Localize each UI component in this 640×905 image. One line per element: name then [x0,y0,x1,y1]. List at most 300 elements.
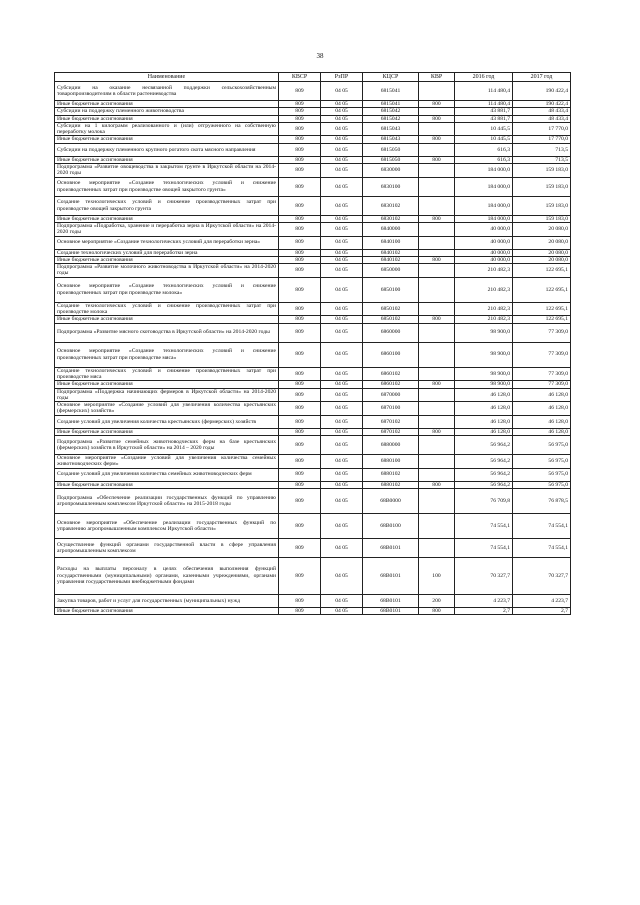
cell-name: Осуществление функций органами государственной власти в сфере управления агропромышленным комплексом [55,538,279,557]
header-year-2017: 2017 год [513,73,571,82]
cell-2017: 77 309,0 [513,323,571,342]
table-row [55,249,571,256]
cell-kvr [419,538,455,557]
cell-rzpr: 04 05 [321,388,363,402]
cell-name: Основное мероприятие «Создание технологических условий и снижение производственных затрат при производстве мяса» [55,342,279,367]
cell-kvsr: 809 [279,402,321,416]
cell-2016: 210 482,3 [455,316,513,323]
cell-name: Иные бюджетные ассигнования [55,115,279,122]
table-row [55,557,571,594]
table-row [55,101,571,108]
cell-2016: 184 000,0 [455,196,513,215]
cell-name: Иные бюджетные ассигнования [55,215,279,222]
cell-kvr: 800 [419,316,455,323]
cell-2017: 190 422,4 [513,82,571,101]
cell-name: Иные бюджетные ассигнования [55,136,279,143]
header-kvr: КВР [419,73,455,82]
cell-kcsr: 6815042 [363,108,419,115]
cell-kvsr: 809 [279,367,321,381]
cell-2017: 17 770,0 [513,136,571,143]
cell-kvsr: 809 [279,488,321,513]
cell-kcsr: 6850000 [363,264,419,278]
cell-2017: 56 975,0 [513,481,571,488]
cell-rzpr: 04 05 [321,82,363,101]
cell-name: Субсидии на поддержку племенного крупного рогатого скота мясного направления [55,143,279,156]
cell-kvr [419,342,455,367]
cell-kvsr: 809 [279,156,321,163]
cell-2016: 98 900,0 [455,323,513,342]
cell-rzpr: 04 05 [321,607,363,614]
cell-rzpr: 04 05 [321,143,363,156]
cell-2016: 616,3 [455,143,513,156]
cell-name: Основное мероприятие «Создание условий для увеличения количества крестьянских (фермерских) хозяйств» [55,402,279,416]
cell-2017: 48 433,4 [513,115,571,122]
table-row [55,196,571,215]
cell-kvr [419,367,455,381]
cell-name: Субсидии на поддержку племенного животноводства [55,108,279,115]
cell-rzpr: 04 05 [321,302,363,316]
cell-rzpr: 04 05 [321,381,363,388]
cell-rzpr: 04 05 [321,115,363,122]
cell-2016: 98 900,0 [455,381,513,388]
cell-rzpr: 04 05 [321,323,363,342]
cell-name: Иные бюджетные ассигнования [55,607,279,614]
cell-2017: 159 183,0 [513,196,571,215]
cell-kvsr: 809 [279,108,321,115]
cell-rzpr: 04 05 [321,108,363,115]
table-row [55,215,571,222]
cell-kvr: 200 [419,594,455,607]
cell-name: Создание технологических условий для переработки зерна [55,249,279,256]
cell-2017: 70 327,7 [513,557,571,594]
cell-2017: 74 554,1 [513,513,571,538]
cell-rzpr: 04 05 [321,177,363,196]
cell-2016: 10 445,5 [455,122,513,136]
cell-kcsr: 6840102 [363,256,419,263]
table-row [55,468,571,481]
cell-2017: 20 080,0 [513,222,571,236]
cell-kvr: 800 [419,136,455,143]
cell-kvsr: 809 [279,249,321,256]
cell-2016: 46 128,0 [455,415,513,428]
cell-kvsr: 809 [279,323,321,342]
cell-2016: 98 900,0 [455,342,513,367]
cell-kcsr: 68В0000 [363,488,419,513]
cell-rzpr: 04 05 [321,249,363,256]
cell-kvr [419,513,455,538]
cell-rzpr: 04 05 [321,557,363,594]
cell-rzpr: 04 05 [321,468,363,481]
cell-kcsr: 6815050 [363,143,419,156]
cell-kvr [419,82,455,101]
cell-name: Иные бюджетные ассигнования [55,428,279,435]
cell-rzpr: 04 05 [321,402,363,416]
table-row [55,381,571,388]
cell-kcsr: 6840102 [363,249,419,256]
cell-2016: 10 445,5 [455,136,513,143]
cell-kcsr: 6815041 [363,101,419,108]
cell-2016: 46 128,0 [455,402,513,416]
cell-2017: 77 309,0 [513,367,571,381]
cell-rzpr: 04 05 [321,455,363,469]
cell-2016: 98 900,0 [455,367,513,381]
cell-kcsr: 6860102 [363,381,419,388]
table-row [55,436,571,455]
cell-kvr [419,277,455,302]
cell-rzpr: 04 05 [321,367,363,381]
table-row [55,108,571,115]
cell-kvr [419,415,455,428]
cell-kvsr: 809 [279,215,321,222]
table-row [55,367,571,381]
table-row [55,323,571,342]
cell-name: Основное мероприятие «Обеспечение реализации государственных функций по управлению агропромышленным комплексом Иркутской области» [55,513,279,538]
cell-rzpr: 04 05 [321,222,363,236]
cell-kvsr: 809 [279,82,321,101]
cell-name: Подпрограмма «Обеспечение реализации государственных функций по управлению агропромышленным комплексом Иркутской области» на 2015-2018 годы [55,488,279,513]
cell-2016: 40 000,0 [455,256,513,263]
cell-name: Основное мероприятие «Создание технологических условий и снижение производственных затрат при производстве овощей закрытого грунта» [55,177,279,196]
cell-kcsr: 6880102 [363,481,419,488]
cell-kcsr: 6850102 [363,316,419,323]
table-row [55,222,571,236]
cell-2017: 46 128,0 [513,415,571,428]
cell-name: Создание условий для увеличения количества крестьянских (фермерских) хозяйств [55,415,279,428]
cell-rzpr: 04 05 [321,215,363,222]
cell-rzpr: 04 05 [321,316,363,323]
cell-kcsr: 6830102 [363,196,419,215]
cell-2017: 20 080,0 [513,249,571,256]
table-row [55,143,571,156]
cell-kvr [419,436,455,455]
cell-2016: 46 128,0 [455,428,513,435]
table-row [55,302,571,316]
cell-2016: 40 000,0 [455,222,513,236]
cell-kvsr: 809 [279,196,321,215]
cell-rzpr: 04 05 [321,594,363,607]
cell-2016: 40 000,0 [455,249,513,256]
cell-kvr [419,143,455,156]
table-row [55,264,571,278]
cell-kvr: 800 [419,156,455,163]
cell-2016: 76 709,8 [455,488,513,513]
cell-2017: 48 433,4 [513,108,571,115]
cell-rzpr: 04 05 [321,342,363,367]
cell-2016: 56 964,2 [455,468,513,481]
cell-kvr: 800 [419,256,455,263]
cell-2017: 122 695,1 [513,277,571,302]
cell-kcsr: 68В0101 [363,607,419,614]
cell-2016: 40 000,0 [455,236,513,249]
cell-name: Субсидии на 1 килограмм реализованного и (или) отгруженного на собственную переработку молока [55,122,279,136]
cell-rzpr: 04 05 [321,436,363,455]
cell-2016: 184 000,0 [455,215,513,222]
cell-kcsr: 6860102 [363,367,419,381]
table-row [55,607,571,614]
cell-name: Основное мероприятие «Создание условий для увеличения количества семейных животноводческих ферм» [55,455,279,469]
cell-2017: 159 183,0 [513,177,571,196]
table-row [55,136,571,143]
cell-name: Создание технологических условий и снижение производственных затрат при производстве овощей закрытого грунта [55,196,279,215]
header-rzpr: РзПР [321,73,363,82]
cell-kvr [419,122,455,136]
table-row [55,342,571,367]
cell-kvsr: 809 [279,136,321,143]
cell-rzpr: 04 05 [321,264,363,278]
cell-kvr: 800 [419,481,455,488]
cell-kvsr: 809 [279,236,321,249]
cell-name: Создание условий для увеличения количества семейных животноводческих ферм [55,468,279,481]
cell-kvsr: 809 [279,538,321,557]
cell-2016: 46 128,0 [455,388,513,402]
table-row [55,594,571,607]
cell-name: Иные бюджетные ассигнования [55,156,279,163]
cell-2017: 56 975,0 [513,468,571,481]
cell-2016: 43 881,7 [455,108,513,115]
table-row [55,115,571,122]
cell-name: Иные бюджетные ассигнования [55,316,279,323]
cell-2016: 114 480,4 [455,82,513,101]
cell-kvsr: 809 [279,381,321,388]
table-row [55,488,571,513]
cell-kvsr: 809 [279,256,321,263]
table-row [55,415,571,428]
cell-kvr [419,249,455,256]
table-row [55,428,571,435]
cell-kvsr: 809 [279,302,321,316]
cell-kvr: 800 [419,381,455,388]
cell-kcsr: 6840100 [363,236,419,249]
cell-kvr [419,108,455,115]
cell-rzpr: 04 05 [321,415,363,428]
table-row [55,388,571,402]
cell-kcsr: 6850102 [363,302,419,316]
cell-rzpr: 04 05 [321,164,363,178]
cell-kvsr: 809 [279,513,321,538]
cell-kvsr: 809 [279,222,321,236]
table-row [55,455,571,469]
cell-2017: 77 309,0 [513,342,571,367]
cell-rzpr: 04 05 [321,481,363,488]
cell-kcsr: 6870102 [363,415,419,428]
cell-2017: 2,7 [513,607,571,614]
cell-kvr: 800 [419,101,455,108]
table-row [55,538,571,557]
cell-2016: 616,3 [455,156,513,163]
cell-kvr [419,488,455,513]
header-kcsr: КЦСР [363,73,419,82]
cell-kvsr: 809 [279,164,321,178]
cell-kvr [419,455,455,469]
cell-2016: 2,7 [455,607,513,614]
cell-kcsr: 6880102 [363,468,419,481]
cell-kcsr: 6860000 [363,323,419,342]
cell-kvsr: 809 [279,607,321,614]
cell-2017: 122 695,1 [513,264,571,278]
cell-rzpr: 04 05 [321,428,363,435]
cell-2016: 74 554,1 [455,513,513,538]
cell-name: Подпрограмма «Развитие овощеводства в закрытом грунте в Иркутской области на 2014-2020 годы [55,164,279,178]
cell-2017: 20 080,0 [513,256,571,263]
table-row [55,164,571,178]
cell-2017: 46 128,0 [513,388,571,402]
cell-kcsr: 68В0101 [363,594,419,607]
cell-2016: 56 964,2 [455,436,513,455]
cell-rzpr: 04 05 [321,513,363,538]
header-kvsr: КВСР [279,73,321,82]
cell-kvr [419,402,455,416]
cell-kvr: 100 [419,557,455,594]
cell-kcsr: 6815050 [363,156,419,163]
cell-kcsr: 6860100 [363,342,419,367]
cell-kcsr: 6830100 [363,177,419,196]
cell-kcsr: 68В0101 [363,538,419,557]
cell-2016: 56 964,2 [455,481,513,488]
cell-2016: 43 881,7 [455,115,513,122]
cell-kcsr: 6815042 [363,115,419,122]
cell-2017: 713,5 [513,156,571,163]
cell-2016: 74 554,1 [455,538,513,557]
cell-kcsr: 6880100 [363,455,419,469]
cell-kvsr: 809 [279,115,321,122]
cell-kcsr: 6815043 [363,136,419,143]
cell-rzpr: 04 05 [321,122,363,136]
cell-kvr: 800 [419,607,455,614]
cell-kvr [419,177,455,196]
cell-kvsr: 809 [279,177,321,196]
table-row [55,513,571,538]
cell-name: Подпрограмма «Развитие молочного животноводства в Иркутской области» на 2014-2020 годы [55,264,279,278]
cell-kcsr: 6870100 [363,402,419,416]
cell-rzpr: 04 05 [321,236,363,249]
table-row [55,256,571,263]
cell-kcsr: 6850100 [363,277,419,302]
cell-kvsr: 809 [279,481,321,488]
cell-kvsr: 809 [279,342,321,367]
cell-kvsr: 809 [279,455,321,469]
cell-2017: 159 183,0 [513,215,571,222]
cell-2017: 20 080,0 [513,236,571,249]
cell-kcsr: 6840000 [363,222,419,236]
budget-table [54,72,571,615]
cell-kvsr: 809 [279,436,321,455]
cell-name: Подпрограмма «Развитие семейных животноводческих ферм на базе крестьянских (фермерских) хозяйств в Иркутской области» на 2014 – 2020 годы [55,436,279,455]
cell-kcsr: 6830000 [363,164,419,178]
cell-kvr [419,388,455,402]
cell-name: Подпрограмма «Поддержка начинающих фермеров в Иркутской области» на 2014-2020 годы [55,388,279,402]
table-row [55,82,571,101]
cell-kvsr: 809 [279,143,321,156]
cell-rzpr: 04 05 [321,196,363,215]
table-row [55,177,571,196]
cell-kvr: 800 [419,215,455,222]
cell-kvr: 800 [419,428,455,435]
cell-name: Закупка товаров, работ и услуг для государственных (муниципальных) нужд [55,594,279,607]
cell-name: Субсидии на оказание несвязанной поддержки сельскохозяйственным товаропроизводителям в области растениеводства [55,82,279,101]
cell-rzpr: 04 05 [321,136,363,143]
cell-2017: 190 422,4 [513,101,571,108]
cell-2017: 74 554,1 [513,538,571,557]
cell-rzpr: 04 05 [321,488,363,513]
cell-kvsr: 809 [279,415,321,428]
cell-2017: 122 695,1 [513,316,571,323]
cell-name: Подпрограмма «Подработка, хранение и переработка зерна в Иркутской области» на 2014-2020 годы [55,222,279,236]
cell-kvr [419,222,455,236]
cell-rzpr: 04 05 [321,156,363,163]
cell-2016: 56 964,2 [455,455,513,469]
cell-2016: 210 482,3 [455,277,513,302]
cell-rzpr: 04 05 [321,538,363,557]
cell-2017: 122 695,1 [513,302,571,316]
cell-kvsr: 809 [279,264,321,278]
cell-kcsr: 6830102 [363,215,419,222]
cell-kvr [419,468,455,481]
cell-2016: 210 482,3 [455,302,513,316]
cell-rzpr: 04 05 [321,256,363,263]
cell-kvr [419,164,455,178]
cell-2017: 56 975,0 [513,455,571,469]
cell-name: Иные бюджетные ассигнования [55,101,279,108]
cell-2016: 184 000,0 [455,164,513,178]
table-row [55,122,571,136]
cell-kvsr: 809 [279,428,321,435]
cell-kcsr: 68В0101 [363,557,419,594]
cell-2016: 4 223,7 [455,594,513,607]
cell-kvsr: 809 [279,594,321,607]
cell-name: Иные бюджетные ассигнования [55,381,279,388]
table-row [55,236,571,249]
cell-2016: 114 480,4 [455,101,513,108]
cell-kvsr: 809 [279,468,321,481]
cell-rzpr: 04 05 [321,101,363,108]
cell-name: Основное мероприятие «Создание технологических условий и снижение производственных затрат при производстве молока» [55,277,279,302]
cell-2017: 56 975,0 [513,436,571,455]
cell-name: Подпрограмма «Развитие мясного скотоводства в Иркутской области» на 2014-2020 годы [55,323,279,342]
cell-kvsr: 809 [279,101,321,108]
cell-2017: 46 128,0 [513,428,571,435]
table-row [55,316,571,323]
cell-kvr: 800 [419,115,455,122]
cell-kvr [419,236,455,249]
cell-kcsr: 6815043 [363,122,419,136]
cell-kcsr: 68В0100 [363,513,419,538]
cell-kcsr: 6870102 [363,428,419,435]
table-row [55,156,571,163]
cell-2017: 4 223,7 [513,594,571,607]
cell-2016: 184 000,0 [455,177,513,196]
cell-2016: 210 482,3 [455,264,513,278]
cell-name: Основное мероприятие «Создание технологических условий для переработки зерна» [55,236,279,249]
cell-name: Создание технологических условий и снижение производственных затрат при производстве молока [55,302,279,316]
table-row [55,277,571,302]
cell-name: Иные бюджетные ассигнования [55,481,279,488]
cell-2017: 76 878,5 [513,488,571,513]
cell-kvr [419,196,455,215]
cell-kvsr: 809 [279,122,321,136]
table-row [55,402,571,416]
cell-name: Расходы на выплаты персоналу в целях обеспечения выполнения функций государственными (муниципальными) органами, казенными учреждениями, органами управления государственными внебюджетными фондами [55,557,279,594]
cell-kvr [419,302,455,316]
cell-2017: 159 183,0 [513,164,571,178]
cell-kcsr: 6815041 [363,82,419,101]
cell-kvr [419,323,455,342]
cell-name: Иные бюджетные ассигнования [55,256,279,263]
cell-kcsr: 6880000 [363,436,419,455]
cell-rzpr: 04 05 [321,277,363,302]
page-number: 38 [316,52,324,60]
cell-2016: 70 327,7 [455,557,513,594]
cell-name: Создание технологических условий и снижение производственных затрат при производстве мяса [55,367,279,381]
